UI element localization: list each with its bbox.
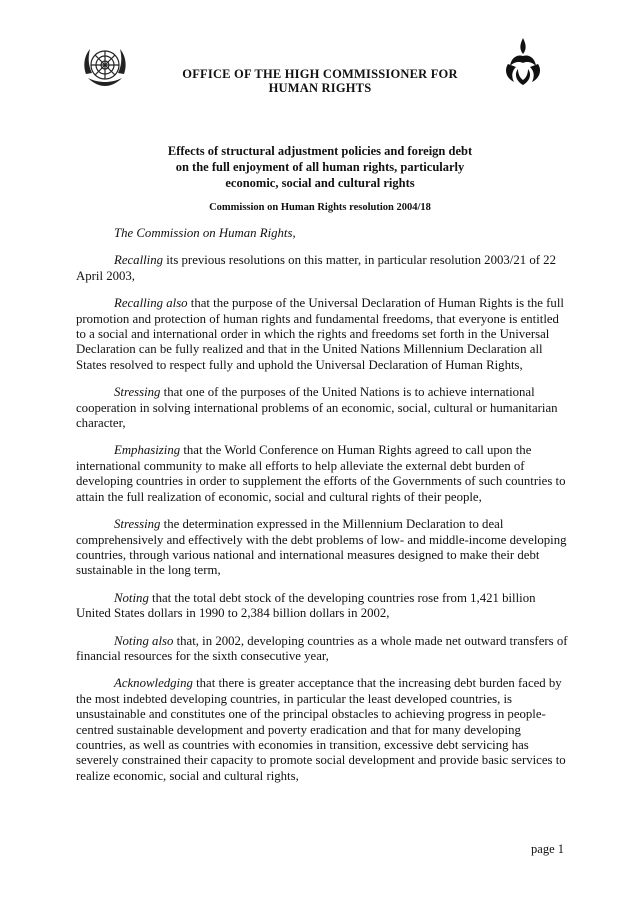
paragraph-lead: Acknowledging (114, 676, 193, 691)
paragraph-lead: Emphasizing (114, 443, 181, 458)
paragraph-lead: Noting (114, 590, 149, 605)
un-emblem-icon (80, 40, 130, 90)
title-line-2: on the full enjoyment of all human rights, particularly (175, 160, 465, 174)
paragraph-lead: Stressing (114, 517, 161, 532)
paragraph (76, 634, 572, 665)
paragraph (76, 253, 572, 284)
document-title (130, 143, 510, 191)
title-line-3: economic, social and cultural rights (225, 176, 415, 190)
title-line-1: Effects of structural adjustment policies and foreign debt (167, 144, 473, 158)
paragraph-text: that one of the purposes of the United Nations is to achieve international cooperation in solving international problems of an economic, social, cultural or humanitarian character, (76, 385, 558, 431)
paragraph-text: the determination expressed in the Millennium Declaration to deal comprehensively and effectively with the debt problems of low- and middle-income developing countries, through various national and international measures designed to make their debt sustainable in the long term, (76, 517, 567, 578)
resolution-reference: Commission on Human Rights resolution 2004/18 (209, 202, 431, 213)
paragraph-text: that the purpose of the Universal Declaration of Human Rights is the full promotion and protection of human rights and fundamental freedoms, that everyone is entitled to a social and international order in which the rights and freedoms set forth in the Universal Declaration can be fully realized and that in the United Nations Millennium Declaration all States resolved to respect fully and uphold the Universal Declaration of Human Rights, (76, 296, 564, 372)
ohchr-flame-icon (500, 36, 546, 88)
header-line-1: OFFICE OF THE HIGH COMMISSIONER FOR (182, 67, 458, 81)
page-number: page 1 (531, 842, 564, 856)
paragraph-lead: Stressing (114, 385, 161, 400)
paragraph-lead: Noting also (114, 633, 174, 648)
paragraph-text: that, in 2002, developing countries as a whole made net outward transfers of financial resources for the sixth consecutive year, (76, 633, 568, 663)
paragraph (76, 385, 572, 431)
paragraph-text: its previous resolutions on this matter, in particular resolution 2003/21 of 22 April 2003, (76, 253, 556, 283)
paragraph-text: that the total debt stock of the developing countries rose from 1,421 billion United States dollars in 1990 to 2,384 billion dollars in 2002, (76, 590, 536, 621)
paragraph (76, 676, 572, 784)
paragraph-text: that there is greater acceptance that the increasing debt burden faced by the most indebted developing countries, in particular the least developed countries, is unsustainable and constitutes one of the principal obstacles to achieving progress in people-centred sustainable development and poverty eradication and that for many developing countries, as well as countries with economies in transition, excessive debt servicing has severely constrained their capacity to promote social development and provide basic services to realize economic, social and cultural rights, (76, 676, 566, 783)
paragraph-lead: Recalling also (114, 296, 188, 311)
paragraph-text: that the World Conference on Human Rights agreed to call upon the international community to make all efforts to help alleviate the external debt burden of developing countries in order to supplement the efforts of the Governments of such countries to attain the full realization of economic, social and cultural rights of their people, (76, 443, 566, 504)
paragraph (76, 517, 572, 579)
office-header (150, 67, 490, 95)
paragraph (76, 296, 572, 373)
document-body (76, 226, 572, 796)
intro-line: The Commission on Human Rights, (114, 226, 296, 240)
header-line-2: HUMAN RIGHTS (268, 81, 372, 95)
paragraph (76, 443, 572, 505)
paragraph-lead: Recalling (114, 253, 164, 268)
paragraph (76, 591, 572, 622)
